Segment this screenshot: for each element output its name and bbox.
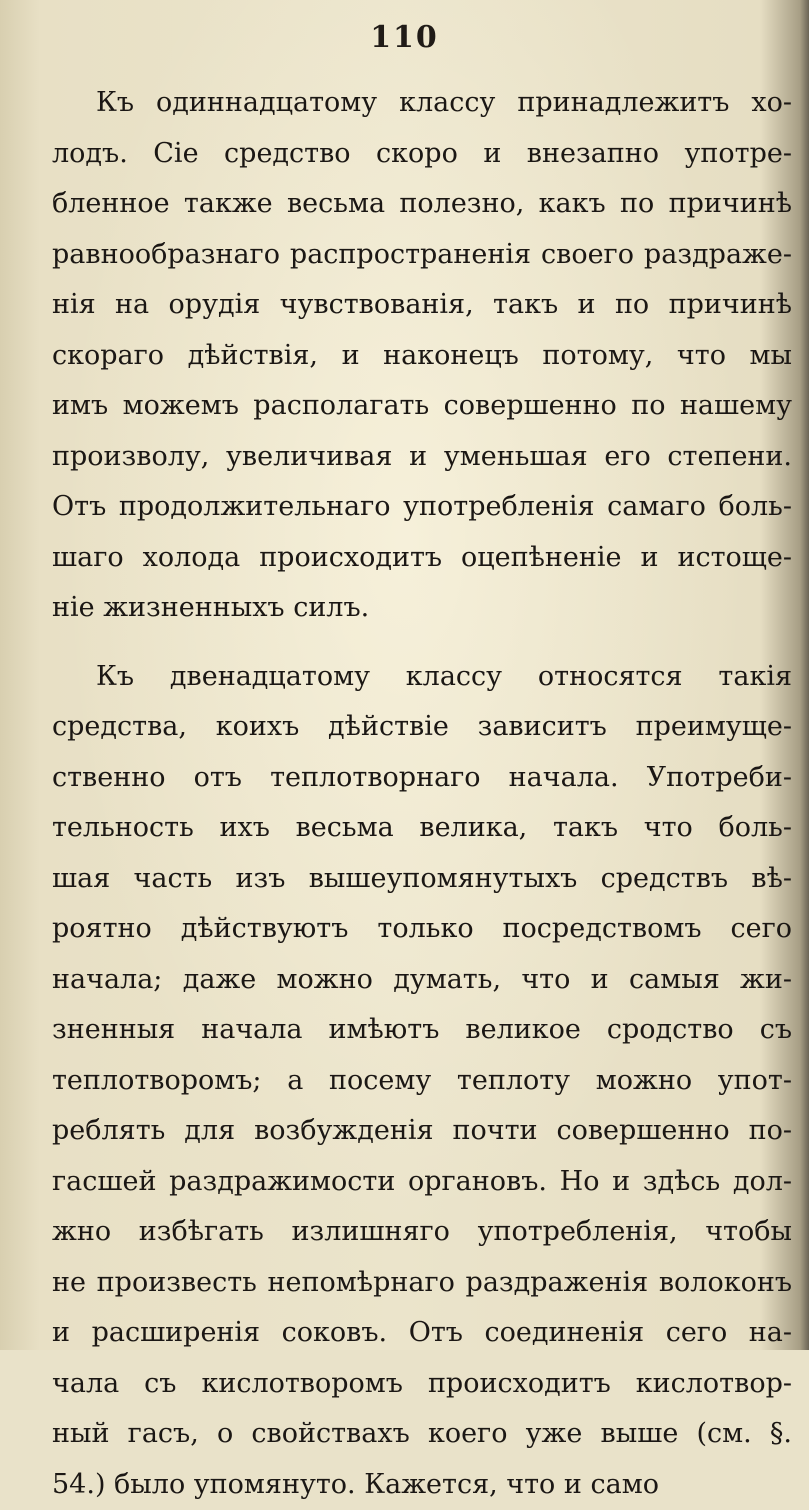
text-line: начала; даже можно думать, что и самыя жи- xyxy=(52,955,792,1006)
text-line: произволу, увеличивая и уменьшая его степени. xyxy=(52,432,792,483)
text-line: роятно дѣйствуютъ только посредствомъ сего xyxy=(52,904,792,955)
text-line: равнообразнаго распространенія своего раздраже- xyxy=(52,230,792,281)
text-line: и расширенія соковъ. Отъ соединенія сего на- xyxy=(52,1308,792,1359)
text-line: ственно отъ теплотворнаго начала. Употреби- xyxy=(52,753,792,804)
text-line: реблять для возбужденія почти совершенно по- xyxy=(52,1106,792,1157)
text-line: тельность ихъ весьма велика, такъ что боль- xyxy=(52,803,792,854)
text-line: имъ можемъ располагать совершенно по нашему xyxy=(52,381,792,432)
body-text xyxy=(52,78,792,1510)
paragraph-gap xyxy=(52,634,792,652)
text-line: бленное также весьма полезно, какъ по причинѣ xyxy=(52,179,792,230)
text-line: средства, коихъ дѣйствіе зависитъ преимуще- xyxy=(52,702,792,753)
text-line: чала съ кислотворомъ происходитъ кислотвор- xyxy=(52,1359,792,1410)
text-line: шая часть изъ вышеупомянутыхъ средствъ вѣ- xyxy=(52,854,792,905)
text-line: гасшей раздражимости органовъ. Но и здѣсь дол- xyxy=(52,1157,792,1208)
page-number: 110 xyxy=(0,20,809,55)
paragraph-heat xyxy=(52,652,792,1510)
text-line: Къ одиннадцатому классу принадлежитъ хо- xyxy=(52,78,792,129)
text-line: шаго холода происходитъ оцепѣненіе и истоще- xyxy=(52,533,792,584)
text-line: зненныя начала имѣютъ великое сродство съ xyxy=(52,1005,792,1056)
text-line: лодъ. Сіе средство скоро и внезапно употре- xyxy=(52,129,792,180)
text-line: скораго дѣйствія, и наконецъ потому, что мы xyxy=(52,331,792,382)
text-line: жно избѣгать излишняго употребленія, чтобы xyxy=(52,1207,792,1258)
text-line: 54.) было упомянуто. Кажется, что и само xyxy=(52,1460,792,1510)
text-line: Къ двенадцатому классу относятся такія xyxy=(52,652,792,703)
paragraph-cold xyxy=(52,78,792,634)
text-line: не произвесть непомѣрнаго раздраженія волоконъ xyxy=(52,1258,792,1309)
text-line: теплотворомъ; а посему теплоту можно упот- xyxy=(52,1056,792,1107)
text-line: Отъ продолжительнаго употребленія самаго боль- xyxy=(52,482,792,533)
text-line: ный гасъ, о свойствахъ коего уже выше (см. §. xyxy=(52,1409,792,1460)
text-line: нія на орудія чувствованія, такъ и по причинѣ xyxy=(52,280,792,331)
text-line: ніе жизненныхъ силъ. xyxy=(52,583,792,634)
